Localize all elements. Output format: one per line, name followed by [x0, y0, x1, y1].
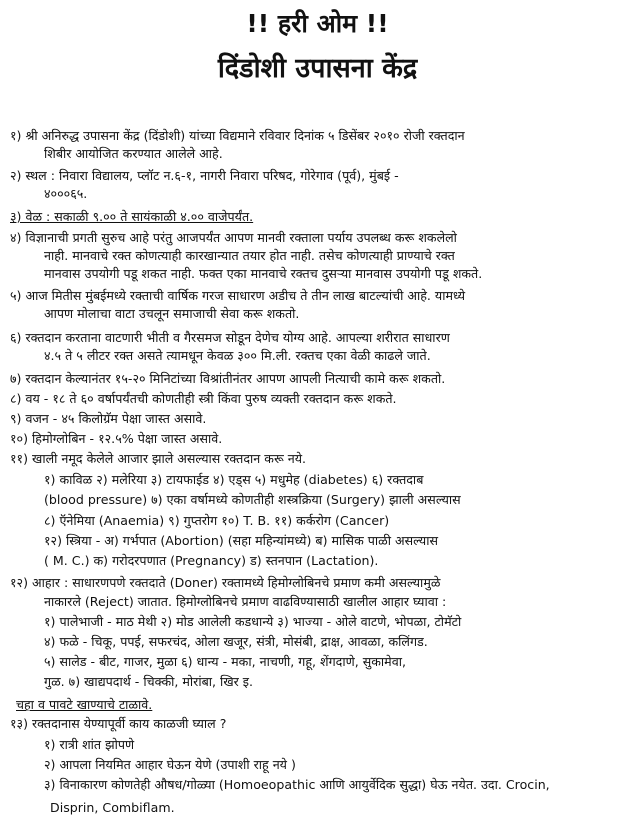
- diet-line-2: ४) फळे - चिकू, पपई, सफरचंद, ओला खजूर, संत्री, मोसंबी, द्राक्ष, आवळा, कलिंगड.: [44, 634, 428, 649]
- point-13-heading: १३) रक्तदानास येण्यापूर्वी काय काळजी घ्याल ?: [10, 716, 227, 731]
- point-2-line-1: २) स्थल : निवारा विद्यालय, प्लॉट न.६-१, नागरी निवारा परिषद, गोरेगाव (पूर्व), मुंबई -: [10, 168, 399, 183]
- point-10: १०) हिमोग्लोबिन - १२.५% पेक्षा जास्त असावे.: [10, 431, 223, 446]
- point-7: ७) रक्तदान केल्यानंतर १५-२० मिनिटांच्या विश्रांतीनंतर आपण आपली नित्याची कामे करू शकतो.: [10, 371, 446, 386]
- point-6-line-1: ६) रक्तदान करताना वाटणारी भीती व गैरसमज सोडून देणेच योग्य आहे. आपल्या शरीरात साधारण: [10, 330, 450, 345]
- point-4-line-2: नाही. मानवाचे रक्त कोणत्याही कारखान्यात तयार होत नाही. तसेच कोणत्याही प्राण्याचे रक्त: [44, 248, 455, 263]
- diet-line-3: ५) सालेड - बीट, गाजर, मुळा ६) धान्य - मका, नाचणी, गहू, शेंगदाणे, सुकामेवा,: [44, 654, 406, 669]
- point-11-list-line-3: ८) ऍनेमिया (Anaemia) ९) गुप्तरोग १०) T. B. ११) कर्करोग (Cancer): [44, 513, 390, 528]
- precaution-3-line-2: Disprin, Combiflam.: [50, 800, 175, 815]
- title-upasana-kendra: दिंडोशी उपासना केंद्र: [217, 53, 418, 84]
- precaution-1: १) रात्री शांत झोपणे: [44, 737, 135, 752]
- point-2-line-2: ४०००६५.: [44, 186, 88, 201]
- point-9: ९) वजन - ४५ किलोग्रॅम पेक्षा जास्त असावे.: [10, 411, 207, 426]
- precaution-2: २) आपला नियमित आहार घेऊन येणे (उपाशी राहू नये ): [44, 757, 296, 772]
- point-5-line-2: आपण मोलाचा वाटा उचलून समाजाची सेवा करू शकतो.: [44, 306, 300, 321]
- point-12-line-2: नाकारले (Reject) जातात. हिमोग्लोबिनचे प्रमाण वाढविण्यासाठी खालील आहार घ्यावा :: [44, 594, 447, 609]
- point-3-time: ३) वेळ : सकाळी ९.०० ते सायंकाळी ४.०० वाजेपर्यंत.: [10, 209, 254, 224]
- point-4-line-1: ४) विज्ञानाची प्रगती सुरुच आहे परंतु आजपर्यंत आपण मानवी रक्ताला पर्याय उपलब्ध करू शकलेलो: [10, 230, 457, 245]
- point-11-list-line-4: १२) स्त्रिया - अ) गर्भपात (Abortion) (सहा महिन्यांमध्ये) ब) मासिक पाळी असल्यास: [44, 533, 438, 548]
- point-4-line-3: मानवास उपयोगी पडू शकत नाही. फक्त एका मानवाचे रक्तच दुसऱ्या मानवास उपयोगी पडू शकते.: [44, 266, 483, 281]
- point-1-line-1: १) श्री अनिरुद्ध उपासना केंद्र (दिंडोशी) यांच्या विद्यमाने रविवार दिनांक ५ डिसेंबर २०१० रोजी रक्तदान: [10, 128, 465, 143]
- diet-line-4: गुळ. ७) खाद्यपदार्थ - चिक्की, मोरांबा, खिर इ.: [44, 674, 253, 689]
- precaution-3-line-1: ३) विनाकारण कोणतेही औषध/गोळ्या (Homoeopathic आणि आयुर्वेदिक सुद्धा) घेऊ नयेत. उदा. Crocin,: [44, 777, 550, 792]
- point-8: ८) वय - १८ ते ६० वर्षापर्यंतची कोणतीही स्त्री किंवा पुरुष व्यक्ती रक्तदान करू शकते.: [10, 391, 397, 406]
- title-hari-om: !! हरी ओम !!: [246, 9, 389, 38]
- point-1-line-2: शिबीर आयोजित करण्यात आलेले आहे.: [44, 146, 223, 161]
- point-11-heading: ११) खाली नमूद केलेले आजार झाले असल्यास रक्तदान करू नये.: [10, 451, 307, 466]
- point-11-list-line-1: १) काविळ २) मलेरिया ३) टायफाईड ४) एड्स ५) मधुमेह (diabetes) ६) रक्तदाब: [44, 472, 424, 487]
- point-12-line-1: १२) आहार : साधारणपणे रक्तदाते (Doner) रक्तामध्ये हिमोग्लोबिनचे प्रमाण कमी असल्यामुळे: [10, 575, 441, 590]
- point-5-line-1: ५) आज मितीस मुंबईमध्ये रक्ताची वार्षिक गरज साधारण अडीच ते तीन लाख बाटल्यांची आहे. यामध्ये: [10, 288, 466, 303]
- avoid-tea-note: चहा व पावटे खाण्याचे टाळावे.: [16, 697, 153, 712]
- point-11-list-line-2: (blood pressure) ७) एका वर्षामध्ये कोणतीही शस्त्रक्रिया (Surgery) झाली असल्यास: [44, 492, 461, 507]
- point-6-line-2: ४.५ ते ५ लीटर रक्त असते त्यामधून केवळ ३०० मि.ली. रक्तच एका वेळी काढले जाते.: [44, 348, 431, 363]
- point-11-list-line-5: ( M. C.) क) गरोदरपणात (Pregnancy) ड) स्तनपान (Lactation).: [44, 553, 379, 568]
- diet-line-1: १) पालेभाजी - माठ मेथी २) मोड आलेली कडधान्ये ३) भाज्या - ओले वाटणे, भोपळा, टोमॅटो: [44, 614, 462, 629]
